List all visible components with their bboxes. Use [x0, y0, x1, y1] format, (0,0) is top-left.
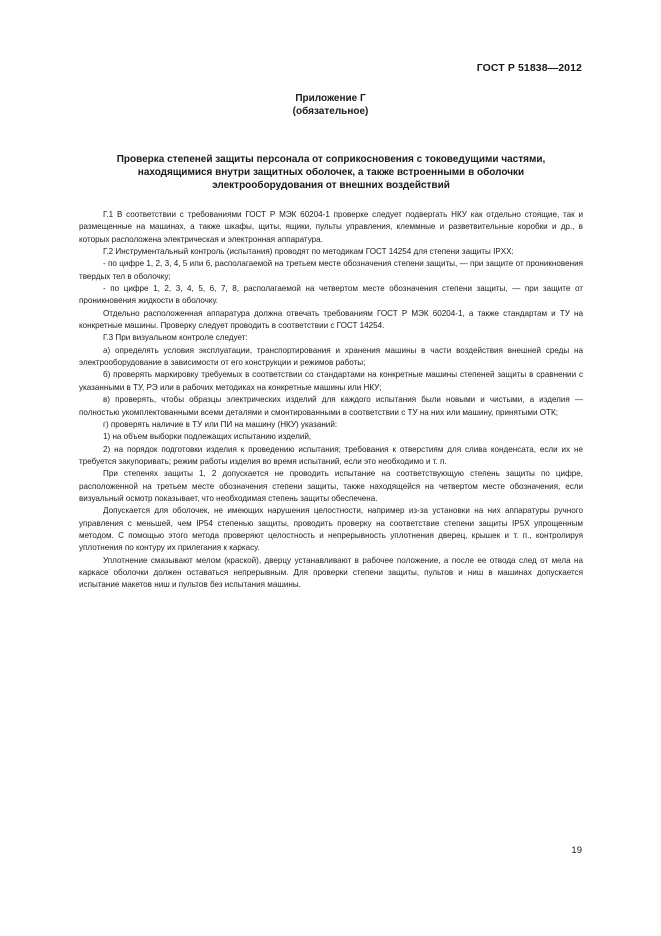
paragraph-g2-item-2: - по цифре 1, 2, 3, 4, 5, 6, 7, 8, располагаемой на четвертом месте обозначения степени защиты, — при защите от проникновения жидкости в оболочку.	[79, 284, 583, 306]
paragraph-g3-item-a: а) определять условия эксплуатации, транспортирования и хранения машины в части воздействия внешней среды на электрооборудование в зависимости от его конструкции и режимов работы;	[79, 345, 583, 368]
section-title	[66, 153, 596, 192]
section-title-line-1: Проверка степеней защиты персонала от соприкосновения с токоведущими частями,	[116, 154, 546, 165]
paragraph-g3-subitem-1: 1) на объем выборки подлежащих испытанию изделий,	[103, 432, 312, 442]
paragraph-g3: Г.3 При визуальном контроле следует:	[103, 333, 248, 343]
annex-status: (обязательное)	[292, 106, 369, 117]
paragraph-separate-equipment: Отдельно расположенная аппаратура должна отвечать требованиям ГОСТ Р МЭК 60204-1, а также стандартам и ТУ на конкретные машины. Проверку следует проводить в соответствии с ГОСТ 14254.	[79, 308, 583, 331]
paragraph-g2-item-1: - по цифре 1, 2, 3, 4, 5 или 6, располагаемой на третьем месте обозначения степени защиты, — при защите от проникновения твердых тел в оболочку;	[79, 259, 583, 281]
page-number: 19	[571, 845, 582, 856]
paragraph-g1: Г.1 В соответствии с требованиями ГОСТ Р МЭК 60204-1 проверке следует подвергать НКУ как отдельно стоящие, так и размещенные на машинах, а также шкафы, щиты, ящики, пульты управления, клеммные и разветвительные коробки и др., в которых расположена электрическая и электронная аппаратура.	[79, 210, 583, 244]
body-text	[79, 209, 583, 592]
paragraph-simplified-method: Допускается для оболочек, не имеющих нарушения целостности, например из-за установки на них аппаратуры ручного управления с меньшей, чем IP54 степенью защиты, проводить проверку на соответствие степени защиты IP5X упрощенным методом. С помощью этого метода проверяют целостность и непрерывность уплотнения дверец, крышек и т. п., контролируя уплотнения по контуру их прилегания к каркасу.	[79, 506, 583, 553]
paragraph-g3-subitem-2: 2) на порядок подготовки изделия к проведению испытания; требования к отверстиям для слива конденсата, если их не требуется закупоривать; режим работы изделия во время испытаний, если это необходимо и т. п.	[79, 444, 583, 466]
annex-title: Приложение Г	[295, 93, 366, 104]
paragraph-seal-check: Уплотнение смазывают мелом (краской), дверцу устанавливают в рабочее положение, а после ее отвода след от мела на каркасе оболочки должен оставаться непрерывным. Для проверки степени защиты, пультов и ниш в машинах допускается испытание макетов ниш и пультов без испытания машины.	[79, 555, 583, 590]
paragraph-g2: Г.2 Инструментальный контроль (испытания) проводят по методикам ГОСТ 14254 для степени защиты IPXX:	[103, 247, 514, 257]
section-title-line-2: находящимися внутри защитных оболочек, а также встроенными в оболочки	[137, 167, 525, 178]
annex-heading	[0, 92, 661, 118]
paragraph-g3-item-v: в) проверять, чтобы образцы электрических изделий для каждого испытания были новыми и чистыми, а изделия — полностью укомплектованными всеми деталями и смонтированными в соответствии с ТУ на них или машину, принятыми ОТК;	[79, 395, 583, 417]
section-title-line-3: электрооборудования от внешних воздействий	[212, 180, 450, 191]
paragraph-protection-degrees: При степенях защиты 1, 2 допускается не проводить испытание на соответствующую степень защиты по цифре, расположенной на третьем месте обозначения степени защиты, также находящейся на четвертом месте обозначения, если визуальный осмотр показывает, что необходимая степень защиты обеспечена.	[79, 469, 583, 503]
standard-number: ГОСТ Р 51838—2012	[476, 62, 582, 74]
paragraph-g3-item-g: г) проверять наличие в ТУ или ПИ на машину (НКУ) указаний:	[103, 419, 338, 429]
paragraph-g3-item-b: б) проверять маркировку требуемых в соответствии со стандартами на конкретные машины степеней защиты в сравнении с указанными в ТУ, РЭ или в рабочих методиках на конкретные машины или НКУ;	[79, 370, 583, 392]
